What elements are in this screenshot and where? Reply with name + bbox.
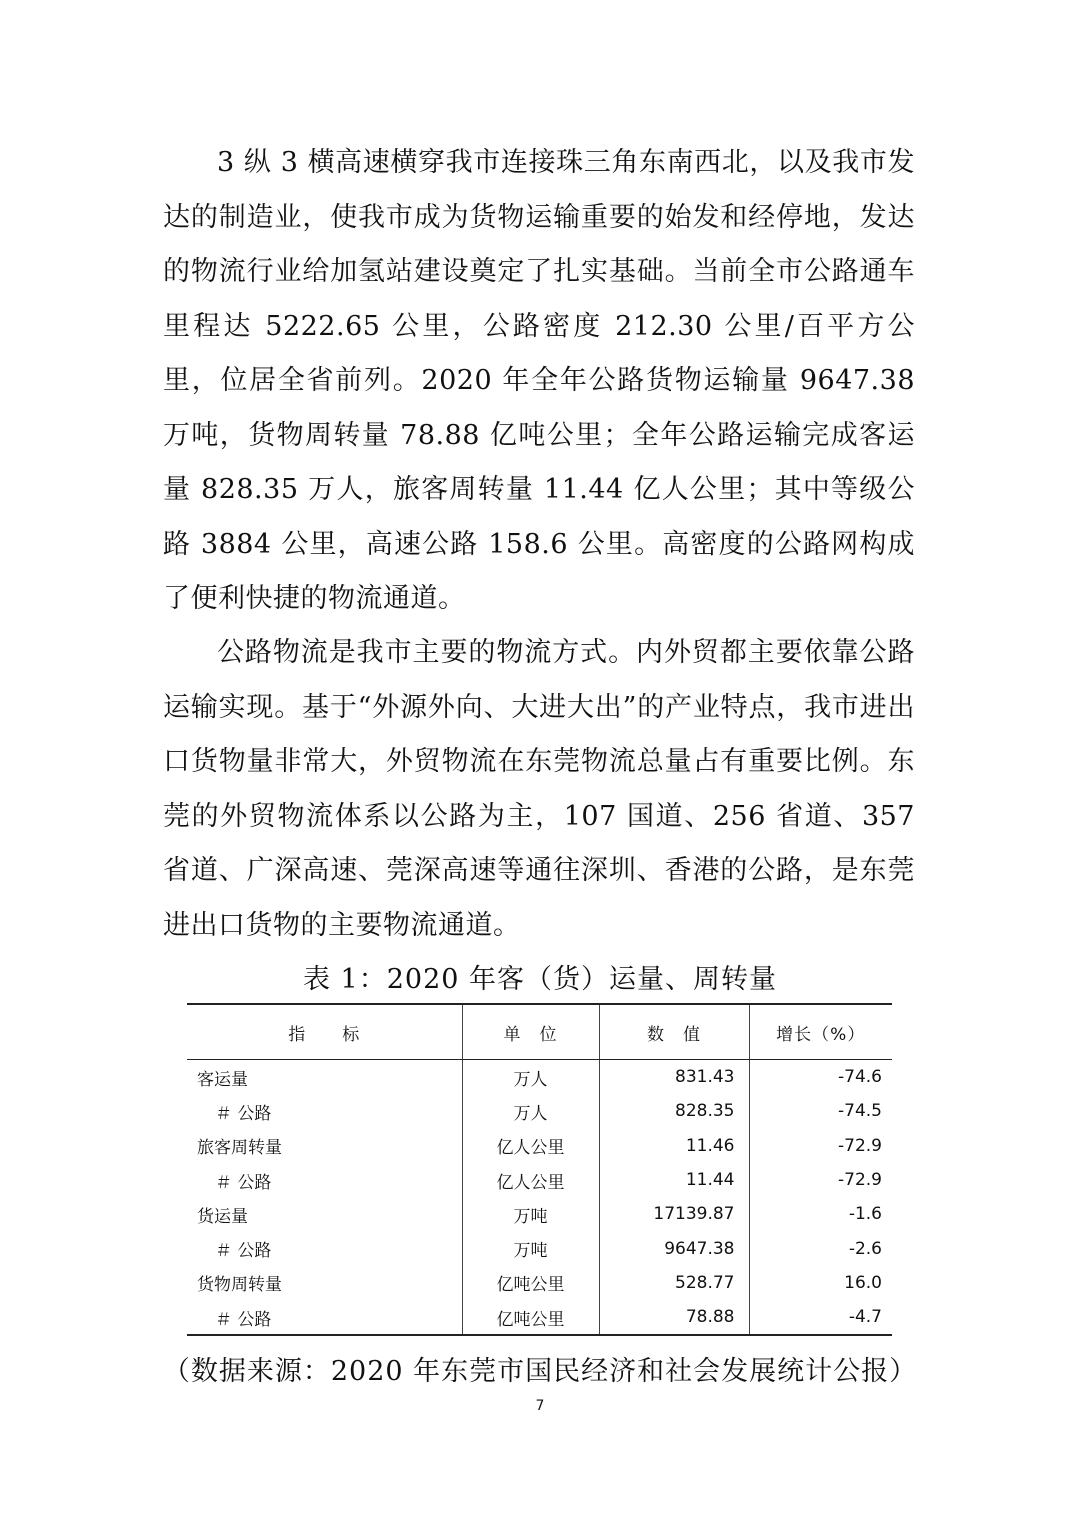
row-unit: 万吨 (462, 1231, 599, 1265)
row-growth: -74.5 (838, 1101, 882, 1122)
header-unit: 单 位 (462, 1004, 599, 1060)
row-unit: 亿吨公里 (462, 1300, 599, 1335)
row-value: 9647.38 (599, 1231, 749, 1265)
header-growth: 增长（%） (749, 1004, 892, 1060)
row-unit: 万人 (462, 1060, 599, 1095)
table-row (187, 1060, 892, 1095)
table-row (187, 1300, 892, 1335)
row-indicator: ＃ 公路 (187, 1163, 462, 1197)
row-unit: 万吨 (462, 1197, 599, 1231)
table-header-row (187, 1004, 892, 1060)
row-indicator: ＃ 公路 (187, 1300, 462, 1335)
table-row (187, 1266, 892, 1300)
row-value: 528.77 (599, 1266, 749, 1300)
table-row (187, 1197, 892, 1231)
row-unit: 亿人公里 (462, 1163, 599, 1197)
row-indicator: 货运量 (187, 1197, 462, 1231)
row-unit: 亿人公里 (462, 1129, 599, 1163)
row-value: 17139.87 (599, 1197, 749, 1231)
row-value: 828.35 (599, 1094, 749, 1128)
row-growth: -1.6 (848, 1204, 882, 1225)
row-growth: -72.9 (838, 1135, 882, 1156)
table-caption: 表 1：2020 年客（货）运量、周转量 (302, 964, 778, 995)
row-unit: 亿吨公里 (462, 1266, 599, 1300)
row-growth: -2.6 (848, 1238, 882, 1259)
row-value: 78.88 (599, 1300, 749, 1335)
table-row (187, 1129, 892, 1163)
stats-table-container (187, 1003, 892, 1336)
row-indicator: 客运量 (187, 1060, 462, 1095)
row-growth: 16.0 (844, 1272, 882, 1293)
row-indicator: 旅客周转量 (187, 1129, 462, 1163)
row-indicator: 货物周转量 (187, 1266, 462, 1300)
row-value: 831.43 (599, 1060, 749, 1095)
row-unit: 万人 (462, 1094, 599, 1128)
header-value: 数 值 (599, 1004, 749, 1060)
row-value: 11.44 (599, 1163, 749, 1197)
row-growth: -74.6 (838, 1067, 882, 1088)
stats-table (187, 1003, 892, 1336)
header-indicator: 指 标 (187, 1004, 462, 1060)
data-source-note: （数据来源：2020 年东莞市国民经济和社会发展统计公报） (162, 1356, 918, 1387)
row-value: 11.46 (599, 1129, 749, 1163)
row-growth: -4.7 (749, 1300, 892, 1335)
page-number: 7 (535, 1398, 545, 1414)
paragraph-highway-network: 3 纵 3 横高速横穿我市连接珠三角东南西北，以及我市发达的制造业，使我市成为货物运输重要的始发和经停地，发达的物流行业给加氢站建设奠定了扎实基础。当前全市公路通车里程达 5222.65 公里，公路密度 212.30 公里/百平方公里，位居全省前列。2020 年全年公路货物运输量 9647.38 万吨，货物周转量 78.88 亿吨公里；全年公路运输完成客运量 828.35 万人，旅客周转量 11.44 亿人公里；其中等级公路 3884 公里，高速公路 158.6 公里。高密度的公路网构成了便利快捷的物流通道。 (163, 147, 915, 614)
row-indicator: ＃ 公路 (187, 1231, 462, 1265)
row-indicator: ＃ 公路 (187, 1094, 462, 1128)
row-growth: -72.9 (838, 1170, 882, 1191)
table-row (187, 1231, 892, 1265)
paragraph-road-logistics: 公路物流是我市主要的物流方式。内外贸都主要依靠公路运输实现。基于“外源外向、大进大出”的产业特点，我市进出口货物量非常大，外贸物流在东莞物流总量占有重要比例。东莞的外贸物流体系以公路为主，107 国道、256 省道、357 省道、广深高速、莞深高速等通往深圳、香港的公路，是东莞进出口货物的主要物流通道。 (163, 637, 915, 941)
table-row (187, 1094, 892, 1128)
table-row (187, 1163, 892, 1197)
